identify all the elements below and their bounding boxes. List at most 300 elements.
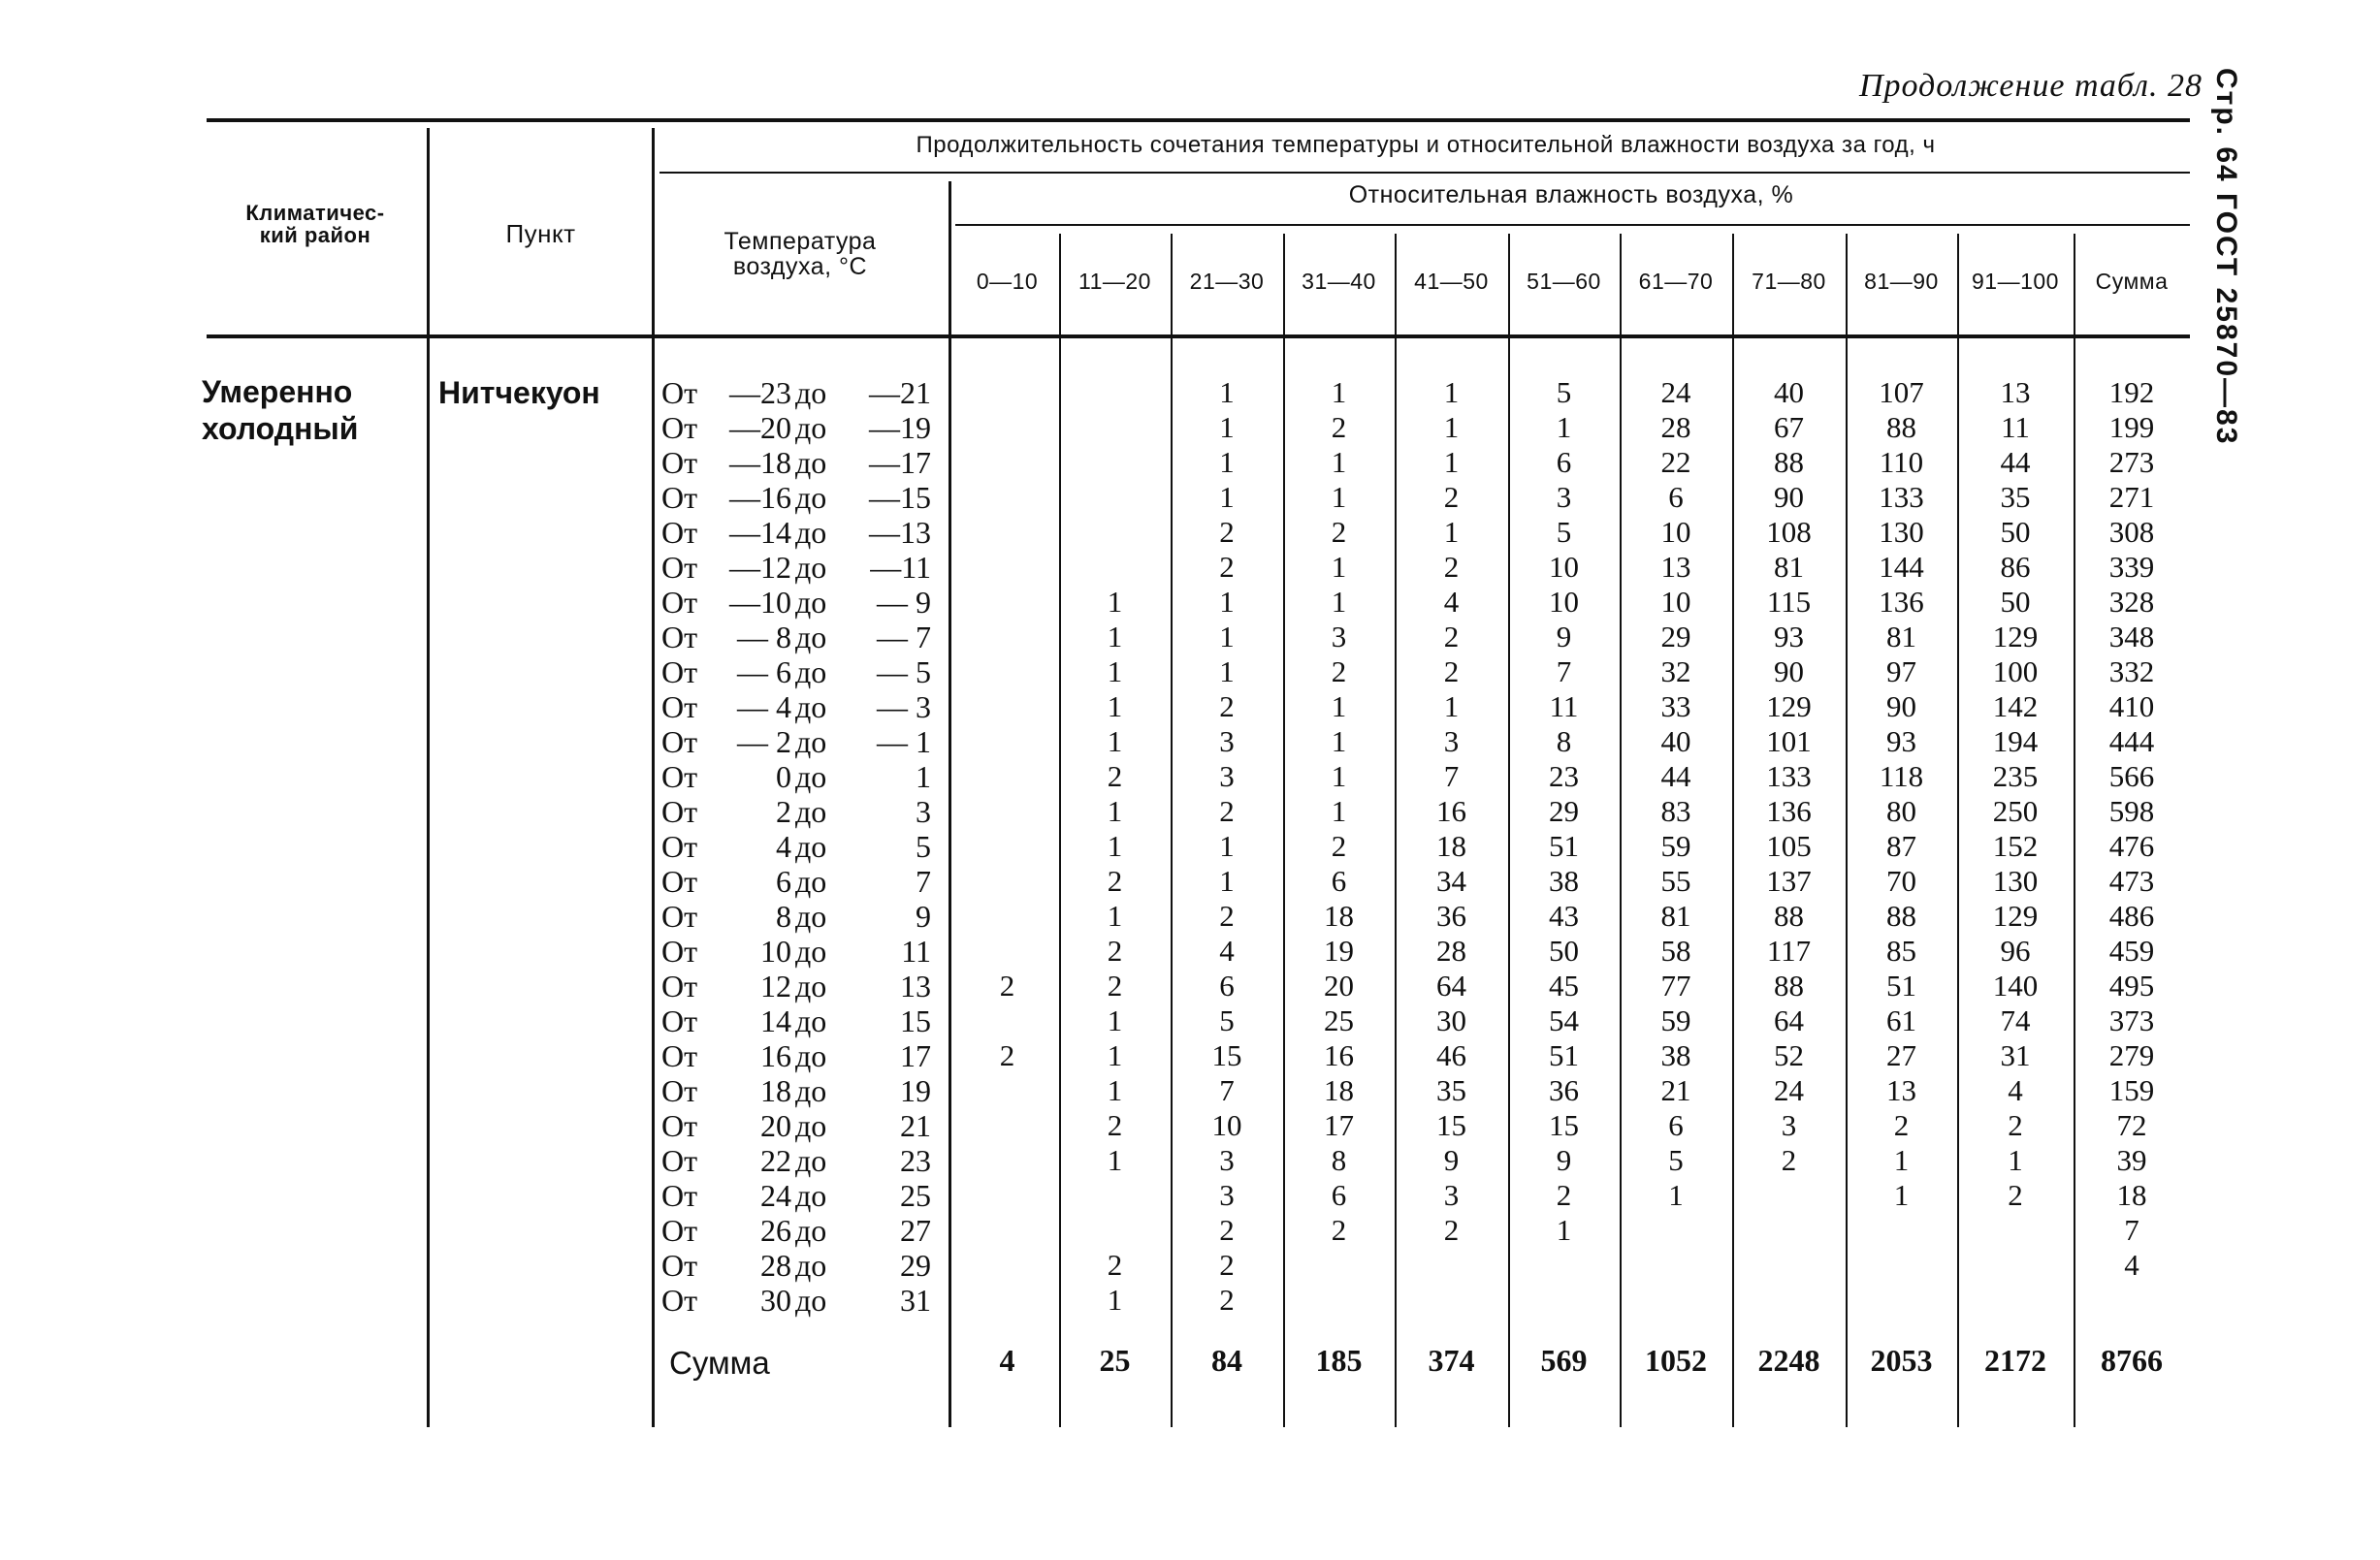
temperature-range [661, 445, 938, 480]
table-cell: 72 [2116, 1108, 2147, 1142]
table-cell: 1 [1443, 375, 1460, 409]
table-cell: 3 [1219, 1178, 1235, 1212]
table-cell: 88 [1886, 899, 1916, 933]
table-cell: 476 [2108, 829, 2155, 863]
header-bottom-rule [207, 334, 2190, 338]
table-cell: 11 [2001, 410, 2030, 444]
table-cell: 1 [1219, 445, 1235, 479]
head-humidity: Относительная влажность воздуха, % [1348, 181, 1794, 208]
range-from-word: От [661, 969, 698, 1003]
range-from-word: От [661, 1283, 698, 1318]
table-cell: 4 [2008, 1073, 2023, 1107]
table-cell: 70 [1886, 864, 1916, 898]
table-cell: 2 [1556, 1178, 1572, 1212]
temperature-range [661, 1248, 938, 1283]
range-to-word: до [795, 1283, 827, 1318]
temperature-range [661, 1178, 938, 1213]
sum-row-label: Сумма [669, 1345, 770, 1381]
table-cell: 29 [1660, 620, 1691, 653]
table-cell: 1 [1331, 689, 1347, 723]
table-cell: 23 [1549, 759, 1579, 793]
table-cell: 133 [1879, 480, 1924, 514]
table-cell: 6 [1556, 445, 1572, 479]
range-start: 26 [760, 1213, 791, 1248]
table-cell: 1 [1331, 585, 1347, 619]
table-cell: 83 [1660, 794, 1691, 828]
head-place: Пункт [505, 219, 576, 248]
table-cell: 3 [1219, 759, 1235, 793]
range-end: — 9 [877, 585, 931, 620]
total-cell: 4 [999, 1343, 1015, 1378]
table-cell: 152 [1992, 829, 2039, 863]
table-cell: 2 [1781, 1143, 1797, 1177]
table-cell: 90 [1886, 689, 1916, 723]
table-cell: 97 [1886, 654, 1916, 688]
temperature-range [661, 654, 938, 689]
table-cell: 1 [1331, 445, 1347, 479]
temperature-range [661, 899, 938, 934]
range-to-word: до [795, 1108, 827, 1143]
table-cell: 1 [1219, 864, 1235, 898]
range-from-word: От [661, 794, 698, 829]
table-cell: 32 [1660, 654, 1691, 688]
table-cell: 9 [1556, 1143, 1572, 1177]
table-cell: 93 [1774, 620, 1804, 653]
total-cell: 2053 [1870, 1343, 1933, 1378]
range-end: 17 [900, 1038, 931, 1073]
table-cell: 1 [1219, 654, 1235, 688]
humidity-col-header: 91—100 [1972, 269, 2059, 294]
range-to-word: до [795, 375, 827, 410]
table-cell: 1 [1893, 1143, 1910, 1177]
table-cell: 88 [1886, 410, 1916, 444]
range-start: —10 [729, 585, 791, 620]
table-cell: 1 [1107, 1283, 1123, 1317]
table-cell: 2 [1331, 654, 1347, 688]
table-cell: 1 [1668, 1178, 1684, 1212]
table-cell: 13 [1886, 1073, 1916, 1107]
col-divider-humidity [949, 181, 951, 1427]
humidity-col-header: 51—60 [1527, 269, 1601, 294]
table-cell: 1 [1219, 620, 1235, 653]
table-cell: 598 [2108, 794, 2155, 828]
humidity-col-header: 11—20 [1078, 269, 1151, 294]
range-end: 9 [916, 899, 931, 934]
table-cell: 2 [999, 1038, 1015, 1072]
range-end: —21 [869, 375, 931, 410]
temperature-range [661, 864, 938, 899]
range-end: —19 [869, 410, 931, 445]
range-start: 30 [760, 1283, 791, 1318]
table-cell: 4 [1443, 585, 1460, 619]
side-label-text: Стр. 64 ГОСТ 25870—83 [2210, 68, 2242, 446]
range-start: 10 [760, 934, 791, 969]
table-cell: 2 [1443, 1213, 1460, 1247]
range-from-word: От [661, 654, 698, 689]
range-end: 3 [916, 794, 931, 829]
table-cell: 18 [1324, 899, 1354, 933]
table-cell: 1 [1107, 829, 1123, 863]
table-cell: 1 [1107, 899, 1123, 933]
table-cell: 144 [1879, 550, 1924, 584]
table-cell: 36 [1549, 1073, 1579, 1107]
table-cell: 1 [1219, 585, 1235, 619]
table-cell: 2 [1443, 480, 1460, 514]
table-cell: 10 [1660, 585, 1691, 619]
range-end: 23 [900, 1143, 931, 1178]
range-from-word: От [661, 1073, 698, 1108]
table-cell: 44 [1660, 759, 1691, 793]
range-start: 22 [760, 1143, 791, 1178]
district-line-2: холодный [202, 411, 359, 446]
table-cell: 473 [2108, 864, 2155, 898]
table-cell: 88 [1774, 899, 1804, 933]
temperature-range [661, 1038, 938, 1073]
range-start: — 4 [737, 689, 791, 724]
humidity-col-header: 0—10 [976, 269, 1039, 294]
table-cell: 2 [1443, 620, 1460, 653]
table-cell: 133 [1766, 759, 1812, 793]
total-cell: 185 [1315, 1343, 1363, 1378]
range-start: 4 [776, 829, 791, 864]
temperature-range [661, 620, 938, 654]
table-cell: 2 [1331, 515, 1347, 549]
range-from-word: От [661, 864, 698, 899]
table-cell: 87 [1886, 829, 1916, 863]
range-start: 14 [760, 1003, 791, 1038]
range-end: 1 [916, 759, 931, 794]
total-cell: 84 [1211, 1343, 1242, 1378]
range-from-word: От [661, 1038, 698, 1073]
total-cell: 569 [1540, 1343, 1588, 1378]
table-cell: 9 [1556, 620, 1572, 653]
table-cell: 101 [1766, 724, 1812, 758]
table-cell: 9 [1443, 1143, 1460, 1177]
range-from-word: От [661, 899, 698, 934]
table-cell: 35 [1436, 1073, 1466, 1107]
table-cell: 3 [1781, 1108, 1797, 1142]
table-cell: 1 [1893, 1178, 1910, 1212]
table-cell: 25 [1324, 1003, 1354, 1037]
range-start: —23 [729, 375, 791, 410]
range-end: — 1 [877, 724, 931, 759]
table-cell: 50 [2000, 515, 2031, 549]
temperature-range [661, 1213, 938, 1248]
humidity-col-header: 71—80 [1752, 269, 1826, 294]
table-cell: 55 [1660, 864, 1691, 898]
table-cell: 444 [2108, 724, 2155, 758]
table-cell: 39 [2116, 1143, 2147, 1177]
table-cell: 2 [1331, 1213, 1347, 1247]
table-cell: 5 [1668, 1143, 1684, 1177]
table-cell: 10 [1660, 515, 1691, 549]
table-cell: 1 [1443, 410, 1460, 444]
total-cell: 8766 [2101, 1343, 2163, 1378]
table-cell: 308 [2108, 515, 2155, 549]
range-start: — 2 [737, 724, 791, 759]
table-cell: 2 [1107, 759, 1123, 793]
table-cell: 5 [1556, 515, 1572, 549]
range-end: 29 [900, 1248, 931, 1283]
head-temperature [659, 229, 941, 280]
range-to-word: до [795, 654, 827, 689]
table-cell: 1 [1219, 375, 1235, 409]
range-end: 13 [900, 969, 931, 1003]
district-line-1: Умеренно [202, 374, 353, 409]
head-district-line-1: Климатичес- [245, 201, 385, 225]
humidity-col-header: Сумма [2095, 269, 2169, 294]
table-cell: 6 [1219, 969, 1235, 1003]
table-cell: 2 [1219, 794, 1235, 828]
table-cell: 15 [1549, 1108, 1579, 1142]
table-cell: 67 [1774, 410, 1804, 444]
table-cell: 2 [1893, 1108, 1910, 1142]
table-cell: 96 [2000, 934, 2031, 968]
table-cell: 33 [1660, 689, 1691, 723]
range-from-word: От [661, 1003, 698, 1038]
table-cell: 410 [2108, 689, 2155, 723]
table-cell: 81 [1660, 899, 1691, 933]
table-cell: 1 [1107, 1003, 1123, 1037]
table-cell: 108 [1766, 515, 1812, 549]
table-cell: 3 [1556, 480, 1572, 514]
range-from-word: От [661, 375, 698, 410]
table-cell: 13 [2000, 375, 2031, 409]
table-cell: 46 [1436, 1038, 1466, 1072]
table-cell: 373 [2108, 1003, 2155, 1037]
table-cell: 64 [1436, 969, 1466, 1003]
table-cell: 50 [1549, 934, 1579, 968]
range-start: 2 [776, 794, 791, 829]
table-cell: 88 [1774, 969, 1804, 1003]
table-cell: 64 [1774, 1003, 1804, 1037]
range-to-word: до [795, 410, 827, 445]
range-from-word: От [661, 620, 698, 654]
range-end: — 3 [877, 689, 931, 724]
table-cell: 140 [1992, 969, 2039, 1003]
table-cell: 194 [1992, 724, 2039, 758]
table-cell: 93 [1886, 724, 1916, 758]
range-end: —11 [870, 550, 931, 585]
table-cell: 51 [1886, 969, 1916, 1003]
range-end: —15 [869, 480, 931, 515]
table-cell: 110 [1879, 445, 1924, 479]
table-cell: 100 [1992, 654, 2039, 688]
temperature-range [661, 515, 938, 550]
table-cell: 5 [1219, 1003, 1235, 1037]
table-cell: 199 [2108, 410, 2155, 444]
table-cell: 36 [1436, 899, 1466, 933]
range-to-word: до [795, 934, 827, 969]
range-end: 27 [900, 1213, 931, 1248]
range-end: — 7 [877, 620, 931, 654]
range-start: 20 [760, 1108, 791, 1143]
table-cell: 1 [1443, 515, 1460, 549]
table-cell: 2 [1107, 864, 1123, 898]
range-start: 6 [776, 864, 791, 899]
table-cell: 459 [2108, 934, 2155, 968]
range-from-word: От [661, 1108, 698, 1143]
table-cell: 7 [1219, 1073, 1235, 1107]
range-to-word: до [795, 620, 827, 654]
table-cell: 18 [1324, 1073, 1354, 1107]
range-end: 7 [916, 864, 931, 899]
table-cell: 115 [1766, 585, 1812, 619]
total-cell: 374 [1428, 1343, 1475, 1378]
range-end: — 5 [877, 654, 931, 689]
table-cell: 486 [2108, 899, 2155, 933]
table-cell: 2 [1107, 1248, 1123, 1282]
table-cell: 27 [1886, 1038, 1916, 1072]
temperature-range [661, 829, 938, 864]
table-cell: 2 [1219, 515, 1235, 549]
table-cell: 20 [1324, 969, 1354, 1003]
table-cell: 74 [2000, 1003, 2031, 1037]
temperature-range [661, 1283, 938, 1318]
table-cell: 54 [1549, 1003, 1579, 1037]
table-cell: 159 [2108, 1073, 2155, 1107]
table-cell: 8 [1331, 1143, 1347, 1177]
table-cell: 1 [1331, 480, 1347, 514]
table-cell: 118 [1879, 759, 1924, 793]
table-cell: 29 [1549, 794, 1579, 828]
table-cell: 129 [1766, 689, 1812, 723]
table-cell: 130 [1879, 515, 1924, 549]
total-cell: 2248 [1757, 1343, 1820, 1378]
table-cell: 17 [1324, 1108, 1354, 1142]
table-cell: 2 [1219, 689, 1235, 723]
range-start: —20 [729, 410, 791, 445]
table-cell: 2 [2008, 1178, 2023, 1212]
table-cell: 250 [1992, 794, 2039, 828]
table-cell: 35 [2000, 480, 2031, 514]
table-cell: 2 [1219, 1248, 1235, 1282]
range-from-word: От [661, 445, 698, 480]
table-cell: 2 [999, 969, 1015, 1003]
table-cell: 24 [1774, 1073, 1804, 1107]
range-to-word: до [795, 1038, 827, 1073]
table-cell: 1 [1107, 794, 1123, 828]
range-start: 8 [776, 899, 791, 934]
table-cell: 90 [1774, 654, 1804, 688]
place-name: Нитчекуон [438, 375, 600, 410]
range-to-word: до [795, 689, 827, 724]
table-cell: 59 [1660, 1003, 1691, 1037]
table-cell: 328 [2108, 585, 2155, 619]
table-cell: 45 [1549, 969, 1579, 1003]
table-cell: 61 [1886, 1003, 1916, 1037]
range-from-word: От [661, 515, 698, 550]
temperature-range [661, 1143, 938, 1178]
total-cell: 25 [1099, 1343, 1131, 1378]
range-from-word: От [661, 410, 698, 445]
temperature-range [661, 934, 938, 969]
table-cell: 50 [2000, 585, 2031, 619]
table-cell: 16 [1324, 1038, 1354, 1072]
table-cell: 77 [1660, 969, 1691, 1003]
range-start: 28 [760, 1248, 791, 1283]
temperature-range [661, 375, 938, 410]
table-cell: 105 [1766, 829, 1812, 863]
range-end: 11 [901, 934, 931, 969]
range-from-word: От [661, 689, 698, 724]
range-to-word: до [795, 515, 827, 550]
range-start: 0 [776, 759, 791, 794]
table-cell: 24 [1660, 375, 1691, 409]
table-cell: 2 [1219, 550, 1235, 584]
table-cell: 6 [1668, 480, 1684, 514]
table-cell: 1 [1443, 445, 1460, 479]
table-cell: 10 [1549, 550, 1579, 584]
range-end: 15 [900, 1003, 931, 1038]
range-to-word: до [795, 829, 827, 864]
range-start: 16 [760, 1038, 791, 1073]
table-cell: 4 [1219, 934, 1235, 968]
table-cell: 2 [1331, 410, 1347, 444]
range-to-word: до [795, 1178, 827, 1213]
table-cell: 107 [1879, 375, 1924, 409]
table-cell: 4 [2124, 1248, 2139, 1282]
table-cell: 130 [1992, 864, 2039, 898]
table-cell: 1 [1107, 654, 1123, 688]
range-from-word: От [661, 1213, 698, 1248]
table-cell: 129 [1992, 620, 2039, 653]
range-start: — 8 [737, 620, 791, 654]
table-cell: 51 [1549, 1038, 1579, 1072]
table-cell: 59 [1660, 829, 1691, 863]
temperature-range [661, 1003, 938, 1038]
table-caption: Продолжение табл. 28 [1858, 68, 2203, 104]
temperature-range [661, 410, 938, 445]
range-start: 12 [760, 969, 791, 1003]
table-cell: 19 [1324, 934, 1354, 968]
head-temperature-line-1: Температура [724, 228, 877, 255]
range-to-word: до [795, 899, 827, 934]
table-cell: 6 [1331, 1178, 1347, 1212]
table-cell: 51 [1549, 829, 1579, 863]
head-district-line-2: кий район [259, 223, 371, 248]
table-cell: 21 [1660, 1073, 1691, 1107]
table-cell: 3 [1331, 620, 1347, 653]
table-cell: 15 [1436, 1108, 1466, 1142]
table-cell: 1 [1331, 375, 1347, 409]
table-cell: 1 [1107, 1038, 1123, 1072]
table-cell: 332 [2108, 654, 2155, 688]
table-cell: 348 [2108, 620, 2155, 653]
table-cell: 28 [1660, 410, 1691, 444]
table-cell: 7 [2124, 1213, 2139, 1247]
range-start: —16 [729, 480, 791, 515]
table-cell: 58 [1660, 934, 1691, 968]
table-cell: 8 [1556, 724, 1572, 758]
temperature-range [661, 550, 938, 585]
table-cell: 495 [2108, 969, 2155, 1003]
table-cell: 2 [1443, 550, 1460, 584]
table-cell: 80 [1886, 794, 1916, 828]
range-from-word: От [661, 759, 698, 794]
table-cell: 40 [1774, 375, 1804, 409]
table-cell: 1 [1107, 724, 1123, 758]
table-cell: 235 [1992, 759, 2039, 793]
table-cell: 2 [1107, 934, 1123, 968]
range-to-word: до [795, 585, 827, 620]
head-district [209, 202, 422, 246]
humidity-col-header: 81—90 [1864, 269, 1939, 294]
table-cell: 273 [2108, 445, 2155, 479]
table-cell: 1 [1219, 829, 1235, 863]
table-cell: 1 [1443, 689, 1460, 723]
range-to-word: до [795, 445, 827, 480]
